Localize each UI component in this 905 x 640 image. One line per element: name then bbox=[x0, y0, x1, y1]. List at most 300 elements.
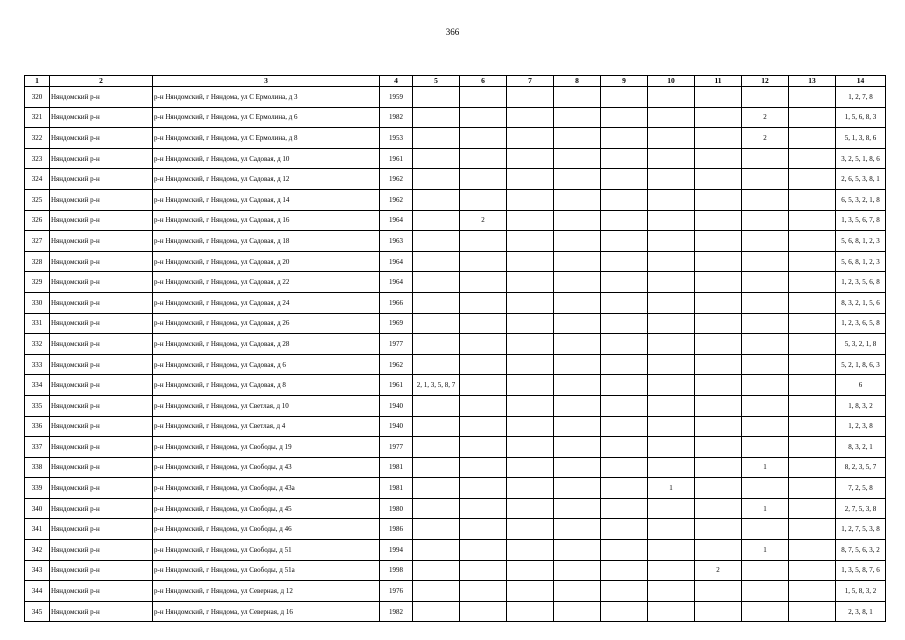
column-header-9: 9 bbox=[601, 76, 648, 87]
col7-cell bbox=[507, 416, 554, 437]
district-cell: Няндомский р-н bbox=[50, 169, 153, 190]
col8-cell bbox=[554, 395, 601, 416]
col7-cell bbox=[507, 519, 554, 540]
col10-cell bbox=[648, 581, 695, 602]
col14-cell: 2, 7, 5, 3, 8 bbox=[836, 498, 886, 519]
col13-cell bbox=[789, 169, 836, 190]
col7-cell bbox=[507, 251, 554, 272]
table-row bbox=[25, 601, 886, 622]
col12-cell bbox=[742, 272, 789, 293]
col6-cell bbox=[460, 519, 507, 540]
col10-cell: 1 bbox=[648, 478, 695, 499]
col10-cell bbox=[648, 457, 695, 478]
year-cell: 1961 bbox=[380, 148, 413, 169]
column-header-4: 4 bbox=[380, 76, 413, 87]
col11-cell bbox=[695, 87, 742, 108]
col7-cell bbox=[507, 128, 554, 149]
col13-cell bbox=[789, 395, 836, 416]
address-cell: р-н Няндомский, г Няндома, ул Садовая, д 10 bbox=[153, 148, 380, 169]
year-cell: 1998 bbox=[380, 560, 413, 581]
col13-cell bbox=[789, 128, 836, 149]
col14-cell: 1, 2, 3, 8 bbox=[836, 416, 886, 437]
col5-cell bbox=[413, 313, 460, 334]
col11-cell bbox=[695, 128, 742, 149]
col12-cell bbox=[742, 189, 789, 210]
table-row bbox=[25, 87, 886, 108]
address-cell: р-н Няндомский, г Няндома, ул Садовая, д 18 bbox=[153, 231, 380, 252]
row-number: 333 bbox=[25, 354, 50, 375]
col8-cell bbox=[554, 251, 601, 272]
col7-cell bbox=[507, 148, 554, 169]
col8-cell bbox=[554, 560, 601, 581]
column-header-5: 5 bbox=[413, 76, 460, 87]
row-number: 327 bbox=[25, 231, 50, 252]
col11-cell bbox=[695, 169, 742, 190]
address-cell: р-н Няндомский, г Няндома, ул Садовая, д 28 bbox=[153, 334, 380, 355]
address-cell: р-н Няндомский, г Няндома, ул Садовая, д 16 bbox=[153, 210, 380, 231]
col10-cell bbox=[648, 560, 695, 581]
col7-cell bbox=[507, 272, 554, 293]
col12-cell bbox=[742, 581, 789, 602]
row-number: 321 bbox=[25, 107, 50, 128]
col11-cell: 2 bbox=[695, 560, 742, 581]
address-cell: р-н Няндомский, г Няндома, ул С Ермолина, д 8 bbox=[153, 128, 380, 149]
col9-cell bbox=[601, 519, 648, 540]
col9-cell bbox=[601, 272, 648, 293]
col12-cell bbox=[742, 416, 789, 437]
col5-cell bbox=[413, 334, 460, 355]
col13-cell bbox=[789, 231, 836, 252]
year-cell: 1969 bbox=[380, 313, 413, 334]
row-number: 331 bbox=[25, 313, 50, 334]
col8-cell bbox=[554, 457, 601, 478]
col10-cell bbox=[648, 437, 695, 458]
year-cell: 1959 bbox=[380, 87, 413, 108]
col6-cell bbox=[460, 251, 507, 272]
col7-cell bbox=[507, 210, 554, 231]
row-number: 328 bbox=[25, 251, 50, 272]
address-cell: р-н Няндомский, г Няндома, ул Садовая, д 14 bbox=[153, 189, 380, 210]
col9-cell bbox=[601, 581, 648, 602]
col9-cell bbox=[601, 107, 648, 128]
address-cell: р-н Няндомский, г Няндома, ул Садовая, д 8 bbox=[153, 375, 380, 396]
address-cell: р-н Няндомский, г Няндома, ул Садовая, д 6 bbox=[153, 354, 380, 375]
col14-cell: 1, 5, 8, 3, 2 bbox=[836, 581, 886, 602]
col7-cell bbox=[507, 87, 554, 108]
col5-cell bbox=[413, 210, 460, 231]
col11-cell bbox=[695, 148, 742, 169]
year-cell: 1940 bbox=[380, 416, 413, 437]
col6-cell bbox=[460, 540, 507, 561]
col13-cell bbox=[789, 560, 836, 581]
year-cell: 1966 bbox=[380, 292, 413, 313]
col10-cell bbox=[648, 272, 695, 293]
col8-cell bbox=[554, 148, 601, 169]
table-row bbox=[25, 416, 886, 437]
col13-cell bbox=[789, 478, 836, 499]
col11-cell bbox=[695, 581, 742, 602]
col6-cell bbox=[460, 437, 507, 458]
col6-cell bbox=[460, 498, 507, 519]
address-cell: р-н Няндомский, г Няндома, ул Свободы, д 43 bbox=[153, 457, 380, 478]
address-cell: р-н Няндомский, г Няндома, ул Садовая, д 12 bbox=[153, 169, 380, 190]
col13-cell bbox=[789, 457, 836, 478]
col7-cell bbox=[507, 107, 554, 128]
col5-cell bbox=[413, 437, 460, 458]
col14-cell: 7, 2, 5, 8 bbox=[836, 478, 886, 499]
col13-cell bbox=[789, 272, 836, 293]
col12-cell bbox=[742, 148, 789, 169]
address-cell: р-н Няндомский, г Няндома, ул Садовая, д 24 bbox=[153, 292, 380, 313]
col8-cell bbox=[554, 272, 601, 293]
col14-cell: 1, 2, 3, 6, 5, 8 bbox=[836, 313, 886, 334]
year-cell: 1962 bbox=[380, 169, 413, 190]
district-cell: Няндомский р-н bbox=[50, 251, 153, 272]
col5-cell bbox=[413, 601, 460, 622]
col8-cell bbox=[554, 169, 601, 190]
table-body bbox=[25, 87, 886, 622]
column-header-11: 11 bbox=[695, 76, 742, 87]
col9-cell bbox=[601, 210, 648, 231]
district-cell: Няндомский р-н bbox=[50, 128, 153, 149]
column-header-7: 7 bbox=[507, 76, 554, 87]
address-cell: р-н Няндомский, г Няндома, ул С Ермолина, д 3 bbox=[153, 87, 380, 108]
col14-cell: 1, 3, 5, 8, 7, 6 bbox=[836, 560, 886, 581]
col11-cell bbox=[695, 292, 742, 313]
district-cell: Няндомский р-н bbox=[50, 148, 153, 169]
year-cell: 1982 bbox=[380, 601, 413, 622]
col7-cell bbox=[507, 601, 554, 622]
col10-cell bbox=[648, 334, 695, 355]
column-header-12: 12 bbox=[742, 76, 789, 87]
col9-cell bbox=[601, 313, 648, 334]
col10-cell bbox=[648, 231, 695, 252]
district-cell: Няндомский р-н bbox=[50, 87, 153, 108]
col5-cell bbox=[413, 540, 460, 561]
col9-cell bbox=[601, 457, 648, 478]
row-number: 343 bbox=[25, 560, 50, 581]
row-number: 345 bbox=[25, 601, 50, 622]
page-number: 366 bbox=[445, 27, 460, 37]
address-cell: р-н Няндомский, г Няндома, ул С Ермолина, д 6 bbox=[153, 107, 380, 128]
year-cell: 1981 bbox=[380, 478, 413, 499]
column-header-1: 1 bbox=[25, 76, 50, 87]
col12-cell bbox=[742, 334, 789, 355]
table-row bbox=[25, 519, 886, 540]
col10-cell bbox=[648, 107, 695, 128]
col6-cell bbox=[460, 601, 507, 622]
year-cell: 1982 bbox=[380, 107, 413, 128]
col9-cell bbox=[601, 560, 648, 581]
col8-cell bbox=[554, 416, 601, 437]
register-table bbox=[24, 75, 886, 622]
col7-cell bbox=[507, 334, 554, 355]
col14-cell: 8, 3, 2, 1 bbox=[836, 437, 886, 458]
col8-cell bbox=[554, 354, 601, 375]
col14-cell: 1, 2, 3, 5, 6, 8 bbox=[836, 272, 886, 293]
col14-cell: 5, 3, 2, 1, 8 bbox=[836, 334, 886, 355]
row-number: 329 bbox=[25, 272, 50, 293]
col5-cell bbox=[413, 498, 460, 519]
col10-cell bbox=[648, 189, 695, 210]
col6-cell bbox=[460, 457, 507, 478]
district-cell: Няндомский р-н bbox=[50, 416, 153, 437]
col10-cell bbox=[648, 292, 695, 313]
row-number: 338 bbox=[25, 457, 50, 478]
row-number: 325 bbox=[25, 189, 50, 210]
col12-cell bbox=[742, 292, 789, 313]
col14-cell: 5, 6, 8, 1, 2, 3 bbox=[836, 231, 886, 252]
table-row bbox=[25, 395, 886, 416]
col9-cell bbox=[601, 87, 648, 108]
year-cell: 1964 bbox=[380, 210, 413, 231]
table-row bbox=[25, 251, 886, 272]
col12-cell bbox=[742, 601, 789, 622]
district-cell: Няндомский р-н bbox=[50, 107, 153, 128]
col10-cell bbox=[648, 210, 695, 231]
year-cell: 1962 bbox=[380, 354, 413, 375]
col13-cell bbox=[789, 334, 836, 355]
col10-cell bbox=[648, 354, 695, 375]
col7-cell bbox=[507, 313, 554, 334]
col14-cell: 1, 8, 3, 2 bbox=[836, 395, 886, 416]
col7-cell bbox=[507, 189, 554, 210]
col5-cell bbox=[413, 395, 460, 416]
col7-cell bbox=[507, 169, 554, 190]
col10-cell bbox=[648, 148, 695, 169]
col11-cell bbox=[695, 437, 742, 458]
address-cell: р-н Няндомский, г Няндома, ул Свободы, д 46 bbox=[153, 519, 380, 540]
col10-cell bbox=[648, 169, 695, 190]
col14-cell: 5, 2, 1, 8, 6, 3 bbox=[836, 354, 886, 375]
col5-cell bbox=[413, 251, 460, 272]
row-number: 342 bbox=[25, 540, 50, 561]
col9-cell bbox=[601, 292, 648, 313]
col14-cell: 5, 6, 8, 1, 2, 3 bbox=[836, 251, 886, 272]
district-cell: Няндомский р-н bbox=[50, 210, 153, 231]
district-cell: Няндомский р-н bbox=[50, 189, 153, 210]
col9-cell bbox=[601, 148, 648, 169]
year-cell: 1964 bbox=[380, 251, 413, 272]
col9-cell bbox=[601, 395, 648, 416]
year-cell: 1986 bbox=[380, 519, 413, 540]
col11-cell bbox=[695, 107, 742, 128]
col7-cell bbox=[507, 354, 554, 375]
col11-cell bbox=[695, 498, 742, 519]
col8-cell bbox=[554, 437, 601, 458]
district-cell: Няндомский р-н bbox=[50, 334, 153, 355]
col6-cell bbox=[460, 581, 507, 602]
col12-cell bbox=[742, 560, 789, 581]
col8-cell bbox=[554, 210, 601, 231]
column-header-13: 13 bbox=[789, 76, 836, 87]
col8-cell bbox=[554, 519, 601, 540]
address-cell: р-н Няндомский, г Няндома, ул Северная, д 12 bbox=[153, 581, 380, 602]
col14-cell: 3, 2, 5, 1, 8, 6 bbox=[836, 148, 886, 169]
col10-cell bbox=[648, 395, 695, 416]
col7-cell bbox=[507, 437, 554, 458]
col12-cell bbox=[742, 313, 789, 334]
col10-cell bbox=[648, 375, 695, 396]
col11-cell bbox=[695, 354, 742, 375]
col9-cell bbox=[601, 416, 648, 437]
address-cell: р-н Няндомский, г Няндома, ул Садовая, д 20 bbox=[153, 251, 380, 272]
district-cell: Няндомский р-н bbox=[50, 395, 153, 416]
col6-cell bbox=[460, 354, 507, 375]
col9-cell bbox=[601, 169, 648, 190]
year-cell: 1962 bbox=[380, 189, 413, 210]
row-number: 339 bbox=[25, 478, 50, 499]
year-cell: 1980 bbox=[380, 498, 413, 519]
col5-cell bbox=[413, 231, 460, 252]
row-number: 326 bbox=[25, 210, 50, 231]
col5-cell bbox=[413, 478, 460, 499]
col13-cell bbox=[789, 292, 836, 313]
table-row bbox=[25, 498, 886, 519]
col11-cell bbox=[695, 478, 742, 499]
col11-cell bbox=[695, 540, 742, 561]
col8-cell bbox=[554, 540, 601, 561]
district-cell: Няндомский р-н bbox=[50, 519, 153, 540]
column-header-6: 6 bbox=[460, 76, 507, 87]
col5-cell bbox=[413, 292, 460, 313]
col9-cell bbox=[601, 375, 648, 396]
table-row bbox=[25, 437, 886, 458]
col10-cell bbox=[648, 519, 695, 540]
col8-cell bbox=[554, 87, 601, 108]
year-cell: 1963 bbox=[380, 231, 413, 252]
col6-cell bbox=[460, 416, 507, 437]
table-row bbox=[25, 354, 886, 375]
year-cell: 1994 bbox=[380, 540, 413, 561]
col8-cell bbox=[554, 498, 601, 519]
address-cell: р-н Няндомский, г Няндома, ул Свободы, д 19 bbox=[153, 437, 380, 458]
year-cell: 1940 bbox=[380, 395, 413, 416]
col9-cell bbox=[601, 189, 648, 210]
col12-cell: 2 bbox=[742, 107, 789, 128]
row-number: 344 bbox=[25, 581, 50, 602]
col6-cell bbox=[460, 560, 507, 581]
district-cell: Няндомский р-н bbox=[50, 354, 153, 375]
col7-cell bbox=[507, 457, 554, 478]
col9-cell bbox=[601, 437, 648, 458]
col5-cell bbox=[413, 457, 460, 478]
table-row bbox=[25, 231, 886, 252]
year-cell: 1964 bbox=[380, 272, 413, 293]
year-cell: 1961 bbox=[380, 375, 413, 396]
col9-cell bbox=[601, 601, 648, 622]
col11-cell bbox=[695, 231, 742, 252]
district-cell: Няндомский р-н bbox=[50, 457, 153, 478]
col10-cell bbox=[648, 87, 695, 108]
col7-cell bbox=[507, 292, 554, 313]
district-cell: Няндомский р-н bbox=[50, 231, 153, 252]
col9-cell bbox=[601, 231, 648, 252]
col8-cell bbox=[554, 189, 601, 210]
col13-cell bbox=[789, 251, 836, 272]
address-cell: р-н Няндомский, г Няндома, ул Садовая, д 26 bbox=[153, 313, 380, 334]
address-cell: р-н Няндомский, г Няндома, ул Светлая, д 4 bbox=[153, 416, 380, 437]
address-cell: р-н Няндомский, г Няндома, ул Свободы, д 45 bbox=[153, 498, 380, 519]
col14-cell: 1, 5, 6, 8, 3 bbox=[836, 107, 886, 128]
col6-cell bbox=[460, 87, 507, 108]
col11-cell bbox=[695, 251, 742, 272]
col14-cell: 6, 5, 3, 2, 1, 8 bbox=[836, 189, 886, 210]
col12-cell bbox=[742, 87, 789, 108]
col13-cell bbox=[789, 416, 836, 437]
col8-cell bbox=[554, 334, 601, 355]
row-number: 336 bbox=[25, 416, 50, 437]
district-cell: Няндомский р-н bbox=[50, 601, 153, 622]
col8-cell bbox=[554, 313, 601, 334]
col6-cell bbox=[460, 375, 507, 396]
col14-cell: 6 bbox=[836, 375, 886, 396]
col13-cell bbox=[789, 498, 836, 519]
col5-cell bbox=[413, 87, 460, 108]
col12-cell bbox=[742, 354, 789, 375]
table-row bbox=[25, 210, 886, 231]
table-row bbox=[25, 478, 886, 499]
col11-cell bbox=[695, 375, 742, 396]
col7-cell bbox=[507, 498, 554, 519]
col8-cell bbox=[554, 107, 601, 128]
table-row bbox=[25, 107, 886, 128]
col8-cell bbox=[554, 292, 601, 313]
col13-cell bbox=[789, 210, 836, 231]
col10-cell bbox=[648, 313, 695, 334]
col12-cell bbox=[742, 169, 789, 190]
col11-cell bbox=[695, 313, 742, 334]
col5-cell bbox=[413, 107, 460, 128]
col12-cell: 1 bbox=[742, 457, 789, 478]
col9-cell bbox=[601, 478, 648, 499]
address-cell: р-н Няндомский, г Няндома, ул Свободы, д 51а bbox=[153, 560, 380, 581]
col5-cell bbox=[413, 169, 460, 190]
col12-cell bbox=[742, 478, 789, 499]
table-row bbox=[25, 581, 886, 602]
col9-cell bbox=[601, 128, 648, 149]
column-header-2: 2 bbox=[50, 76, 153, 87]
col6-cell bbox=[460, 107, 507, 128]
col11-cell bbox=[695, 334, 742, 355]
col5-cell bbox=[413, 519, 460, 540]
col10-cell bbox=[648, 251, 695, 272]
col13-cell bbox=[789, 189, 836, 210]
row-number: 324 bbox=[25, 169, 50, 190]
col8-cell bbox=[554, 128, 601, 149]
col8-cell bbox=[554, 601, 601, 622]
table-row bbox=[25, 334, 886, 355]
col6-cell bbox=[460, 478, 507, 499]
col10-cell bbox=[648, 601, 695, 622]
col12-cell bbox=[742, 251, 789, 272]
row-number: 334 bbox=[25, 375, 50, 396]
col14-cell: 1, 3, 5, 6, 7, 8 bbox=[836, 210, 886, 231]
col8-cell bbox=[554, 375, 601, 396]
col12-cell: 1 bbox=[742, 540, 789, 561]
col11-cell bbox=[695, 519, 742, 540]
col6-cell bbox=[460, 334, 507, 355]
col5-cell bbox=[413, 272, 460, 293]
year-cell: 1976 bbox=[380, 581, 413, 602]
col13-cell bbox=[789, 313, 836, 334]
col12-cell bbox=[742, 210, 789, 231]
col6-cell bbox=[460, 395, 507, 416]
table-row bbox=[25, 560, 886, 581]
col10-cell bbox=[648, 498, 695, 519]
district-cell: Няндомский р-н bbox=[50, 375, 153, 396]
table-row bbox=[25, 292, 886, 313]
